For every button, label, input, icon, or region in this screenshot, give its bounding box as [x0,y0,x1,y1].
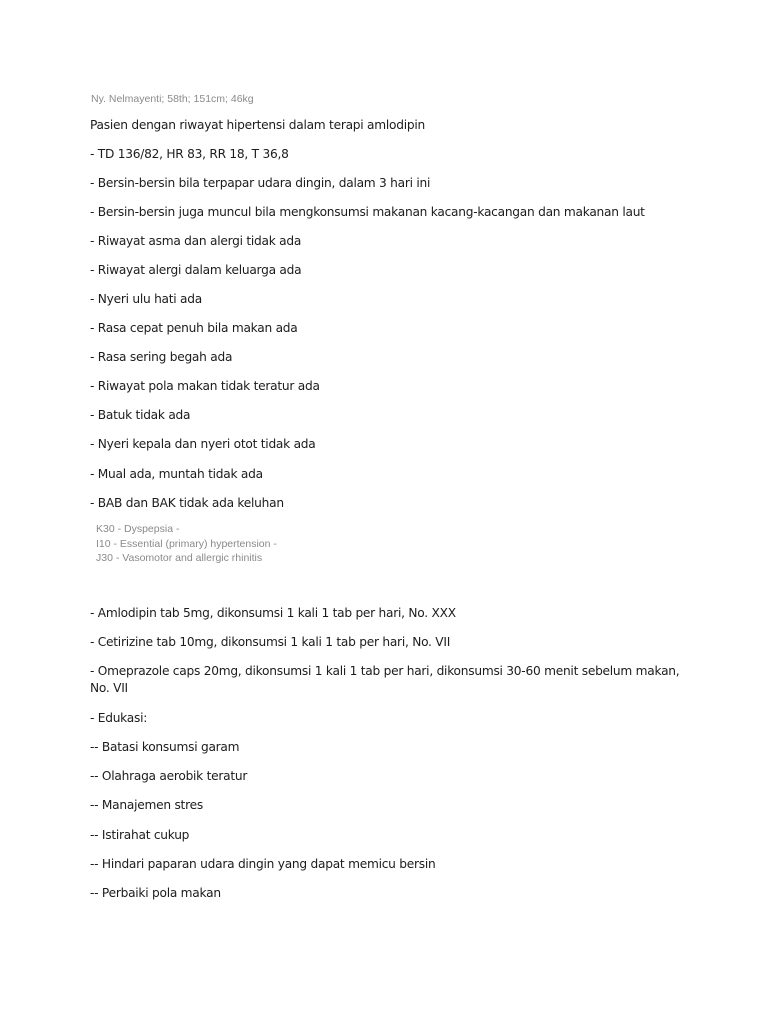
medication-line: - Amlodipin tab 5mg, dikonsumsi 1 kali 1 tab per hari, No. XXX [90,606,456,620]
finding-line: - Nyeri ulu hati ada [90,292,202,306]
finding-line: - Nyeri kepala dan nyeri otot tidak ada [90,437,316,451]
finding-line: - Riwayat alergi dalam keluarga ada [90,263,302,277]
medication-line: - Omeprazole caps 20mg, dikonsumsi 1 kali 1 tab per hari, dikonsumsi 30-60 menit sebelum makan, No. VII [90,664,680,695]
diagnosis-list [96,522,277,566]
diagnosis-item: J30 - Vasomotor and allergic rhinitis [96,552,263,564]
finding-line: - Riwayat pola makan tidak teratur ada [90,379,320,393]
history-intro: Pasien dengan riwayat hipertensi dalam terapi amlodipin [90,118,425,132]
education-item: -- Istirahat cukup [90,828,190,842]
education-item: -- Perbaiki pola makan [90,886,221,900]
diagnosis-item: K30 - Dyspepsia - [96,523,180,535]
medication-line: - Cetirizine tab 10mg, dikonsumsi 1 kali 1 tab per hari, No. VII [90,635,451,649]
education-item: -- Manajemen stres [90,798,203,812]
education-title: - Edukasi: [90,711,148,725]
finding-line: - Bersin-bersin bila terpapar udara dingin, dalam 3 hari ini [90,176,431,190]
education-item: -- Olahraga aerobik teratur [90,769,248,783]
finding-line: - Mual ada, muntah tidak ada [90,467,263,481]
finding-line: - Riwayat asma dan alergi tidak ada [90,234,302,248]
finding-vitals: - TD 136/82, HR 83, RR 18, T 36,8 [90,147,289,161]
patient-header: Ny. Nelmayenti; 58th; 151cm; 46kg [91,93,254,105]
diagnosis-item: I10 - Essential (primary) hypertension - [96,537,277,550]
education-item: -- Hindari paparan udara dingin yang dapat memicu bersin [90,857,436,871]
finding-line: - Rasa sering begah ada [90,350,233,364]
finding-line: - Bersin-bersin juga muncul bila mengkonsumsi makanan kacang-kacangan dan makanan laut [90,205,645,219]
finding-line: - Rasa cepat penuh bila makan ada [90,321,298,335]
finding-line: - BAB dan BAK tidak ada keluhan [90,496,284,510]
education-item: -- Batasi konsumsi garam [90,740,240,754]
finding-line: - Batuk tidak ada [90,408,191,422]
